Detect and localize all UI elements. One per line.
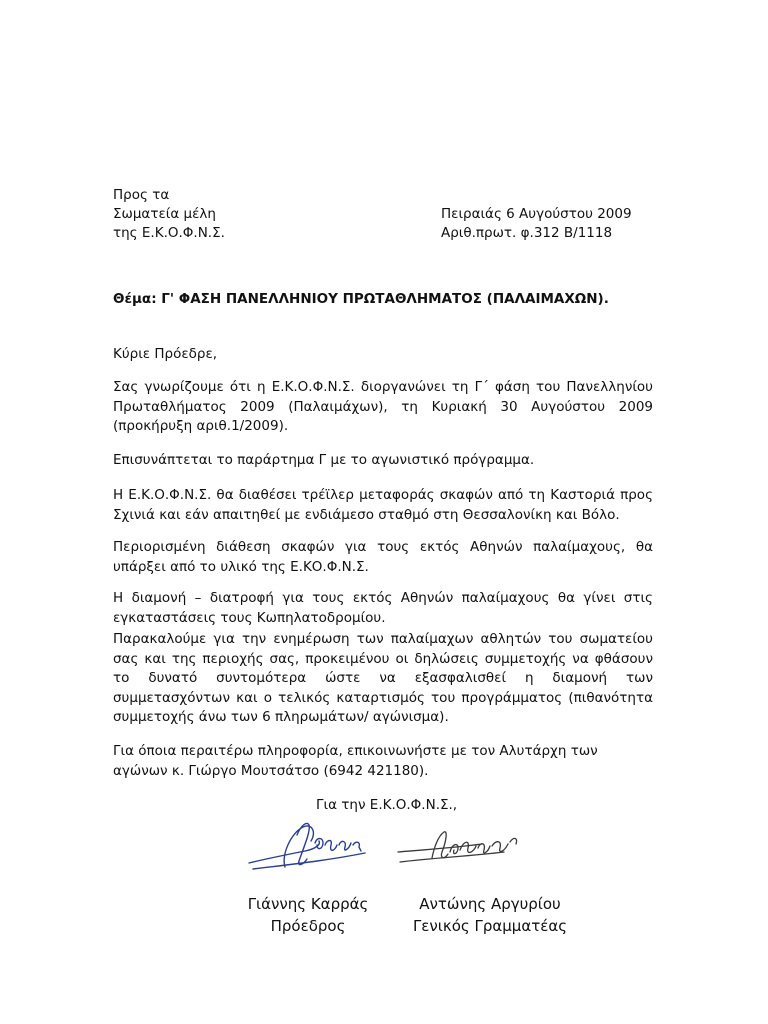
recipient-line-1: Προς τα [113, 187, 170, 203]
paragraph-line: Για όποια περαιτέρω πληροφορία, επικοινωνήστε με τον Αλυτάρχη των [113, 743, 598, 759]
paragraph-line: Περιορισμένη διάθεση σκαφών για τους εκτός Αθηνών παλαίμαχους, θα [113, 539, 653, 555]
president-signature [245, 815, 385, 875]
paragraph-line: το δυνατό συντομότερα ώστε να εξασφαλισθεί η διαμονή των [113, 670, 653, 686]
date-protocol-block [441, 205, 632, 243]
paragraph-line: Σχινιά και εάν απαιτηθεί με ενδιάμεσο σταθμό στη Θεσσαλονίκη και Βόλο. [113, 506, 620, 523]
paragraph-line: Πρωταθλήματος 2009 (Παλαιμάχων), τη Κυριακή 30 Αυγούστου 2009 [113, 398, 653, 415]
paragraph-2 [113, 451, 653, 471]
subject-text: : Γ' ΦΑΣΗ ΠΑΝΕΛΛΗΝΙΟΥ ΠΡΩΤΑΘΛΗΜΑΤΟΣ (ΠΑΛΑΙΜΑΧΩΝ). [151, 291, 609, 307]
secretary-signature [392, 822, 524, 872]
paragraph-1 [113, 378, 653, 437]
paragraph-line: Παρακαλούμε για την ενημέρωση των παλαίμαχων αθλητών του σωματείου [113, 631, 653, 647]
paragraph-3 [113, 486, 653, 525]
subject-line [113, 291, 609, 307]
closing-line: Για την Ε.Κ.Ο.Φ.Ν.Σ., [316, 797, 458, 813]
paragraph-line: Σας γνωρίζουμε ότι η Ε.Κ.Ο.Φ.Ν.Σ. διοργανώνει τη Γ΄ φάση του Πανελληνίου [113, 379, 653, 395]
paragraph-line: (προκήρυξη αριθ.1/2009). [113, 418, 289, 434]
recipient-line-2: Σωματεία μέλη [113, 206, 216, 222]
paragraph-line: Η Ε.Κ.Ο.Φ.Ν.Σ. θα διαθέσει τρέϊλερ μεταφοράς σκαφών από τη Καστοριά προς [113, 487, 653, 503]
paragraph-line: Η διαμονή – διατροφή για τους εκτός Αθηνών παλαίμαχους θα γίνει στις [113, 590, 653, 606]
paragraph-7 [113, 742, 653, 781]
paragraph-line: αγώνων κ. Γιώργο Μουτσάτσο (6942 421180). [113, 762, 429, 779]
paragraph-line: υπάρξει από το υλικό της Ε.ΚΟ.Φ.Ν.Σ. [113, 558, 369, 575]
paragraph-4 [113, 538, 653, 577]
paragraph-5 [113, 589, 653, 628]
paragraph-6 [113, 630, 653, 728]
recipient-block [113, 186, 225, 243]
paragraph-line: συμμετοχής άνω των 6 πληρωμάτων/ αγώνισμα). [113, 709, 449, 725]
paragraph-line: Επισυνάπτεται το παράρτημα Γ με το αγωνιστικό πρόγραμμα. [113, 452, 535, 468]
signatory-name: Αντώνης Αργυρίου [419, 895, 561, 913]
place-date: Πειραιάς 6 Αυγούστου 2009 [441, 206, 632, 222]
protocol-number: Αριθ.πρωτ. φ.312 Β/1118 [441, 225, 613, 241]
paragraph-line: σας και της περιοχής σας, προκειμένου οι δηλώσεις συμμετοχής να φθάσουν [113, 650, 653, 667]
subject-label: Θέμα [113, 291, 152, 307]
signatory-title: Γενικός Γραμματέας [412, 917, 568, 935]
salutation: Κύριε Πρόεδρε, [113, 346, 218, 362]
signatory-secretary [410, 893, 570, 937]
signatory-title: Πρόεδρος [270, 917, 346, 935]
recipient-line-3: της Ε.Κ.Ο.Φ.Ν.Σ. [113, 225, 225, 241]
paragraph-line: εγκαταστάσεις τους Κωπηλατοδρομίου. [113, 609, 386, 626]
signatory-president [238, 893, 378, 937]
signatory-name: Γιάννης Καρράς [247, 895, 369, 913]
paragraph-line: συμμετασχόντων και ο τελικός καταρτισμός του προγράμματος (πιθανότητα [113, 689, 653, 706]
